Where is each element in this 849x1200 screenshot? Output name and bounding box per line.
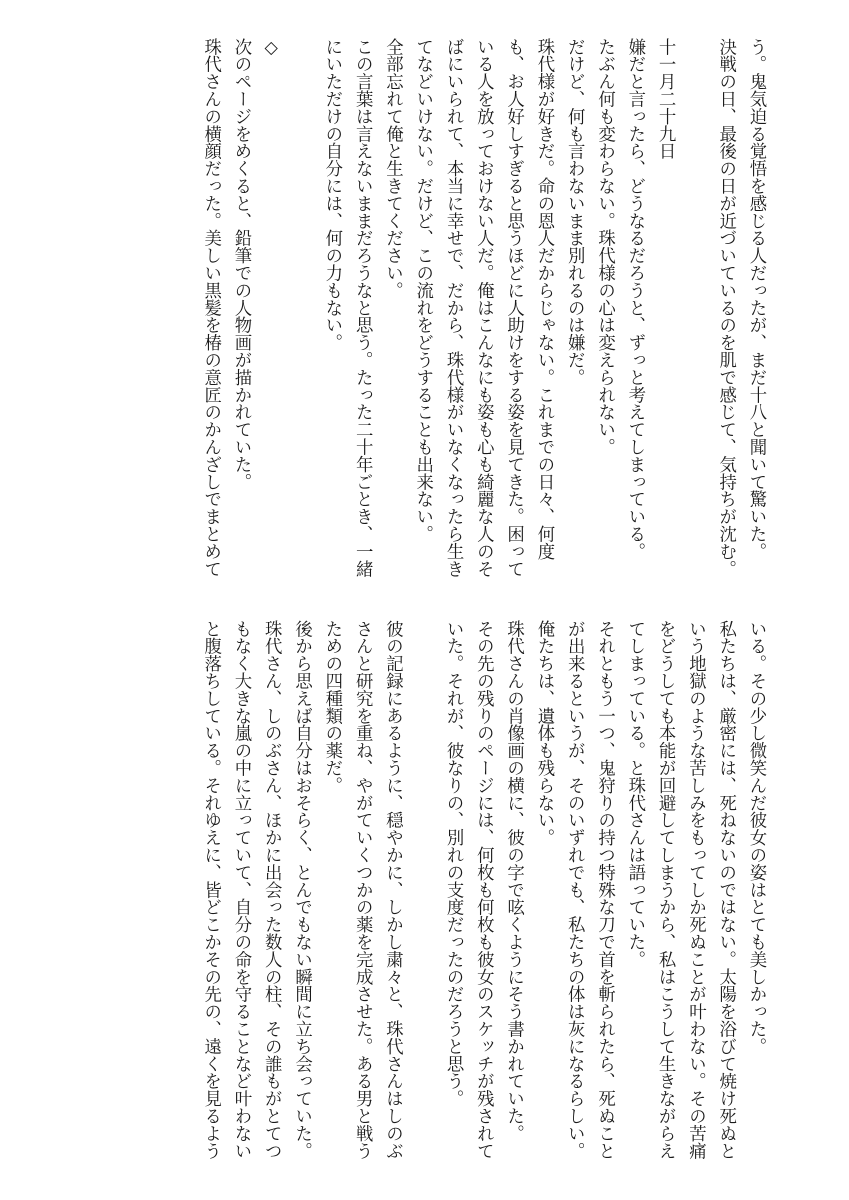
text-line: 珠代さんの肖像画の横に、彼の字で呟くようにそう書かれていた。	[503, 620, 524, 1142]
text-line: ◇	[261, 38, 282, 58]
text-line: 後から思えば自分はおそらく、とんでもない瞬間に立ち会っていた。	[291, 620, 312, 1160]
text-line: 俺たちは、遺体も残らない。	[533, 620, 554, 847]
text-line: いる。その少し微笑んだ彼女の姿はとても美しかった。	[746, 620, 766, 1055]
text-line: 全部忘れて俺と生きてください。	[382, 38, 403, 299]
upper-text-block	[195, 38, 771, 578]
text-line: う。鬼気迫る覚悟を感じる人だったが、まだ十八と聞いて驚いた。	[746, 38, 766, 560]
text-line: いう地獄のような苦しみをもってしか死ぬことが叶わない。その苦痛	[685, 620, 706, 1160]
text-line: もなく大きな嵐の中に立っていて、自分の命を守ることなど叶わない	[230, 620, 251, 1160]
blank-line	[680, 38, 710, 578]
text-line: いた。それが、彼なりの、別れの支度だったのだろうと思う。	[443, 620, 464, 1108]
text-line: ための四種類の薬だ。	[321, 620, 342, 794]
text-line: をどうしても本能が回避してしまうから、私はこうして生きながらえ	[655, 620, 676, 1160]
text-line: たぶん何も変わらない。珠代様の心は変えられない。	[594, 38, 615, 456]
text-line: 珠代さんの横顔だった。美しい黒髪を椿の意匠のかんざしでまとめて	[200, 38, 221, 578]
text-line: と腹落ちしている。それゆえに、皆どこかその先の、遠くを見るよう	[200, 620, 221, 1160]
text-line: が出来るというが、そのいずれでも、私たちの体は灰になるらしい。	[564, 620, 585, 1160]
text-line: にいただけの自分には、何の力もない。	[321, 38, 342, 352]
text-line: 嫌だと言ったら、どうなるだろうと、ずっと考えてしまっている。	[624, 38, 645, 560]
text-line: いる人を放っておけない人だ。俺はこんなにも姿も心も綺麗な人のそ	[473, 38, 494, 578]
text-line: 珠代様が好きだ。命の恩人だからじゃない。これまでの日々、何度	[533, 38, 554, 560]
text-line: てなどいけない。だけど、この流れをどうすることも出来ない。	[412, 38, 433, 543]
text-line: その先の残りのページには、何枚も何枚も彼女のスケッチが残されて	[473, 620, 494, 1160]
text-line: ばにいられて、本当に幸せで、だから、珠代様がいなくなったら生き	[443, 38, 464, 578]
text-line: 決戦の日、最後の日が近づいているのを肌で感じて、気持ちが沈む。	[715, 38, 736, 578]
text-line: 私たちは、厳密には、死ねないのではない。太陽を浴びて焼け死ぬと	[715, 620, 736, 1160]
text-line: それともう一つ、鬼狩りの持つ特殊な刀で首を斬られたら、死ぬこと	[594, 620, 615, 1160]
text-line: この言葉は言えないままだろうなと思う。たった二十年ごとき、一緒	[352, 38, 373, 578]
text-line: 十一月二十九日	[655, 38, 676, 160]
text-line: も、お人好しすぎると思うほどに人助けをする姿を見てきた。困って	[503, 38, 524, 578]
text-line: 珠代さん、しのぶさん、ほかに出会った数人の柱、その誰もがとてつ	[261, 620, 282, 1160]
text-line: 次のページをめくると、鉛筆での人物画が描かれていた。	[230, 38, 251, 491]
blank-line	[286, 38, 316, 578]
text-line: 彼の記録にあるように、穏やかに、しかし粛々と、珠代さんはしのぶ	[382, 620, 403, 1160]
blank-line	[407, 620, 437, 1160]
text-line: だけど、何も言わないまま別れるのは嫌だ。	[564, 38, 585, 386]
text-line: さんと研究を重ね、やがていくつかの薬を完成させた。ある男と戦う	[352, 620, 373, 1160]
lower-text-block	[195, 620, 771, 1160]
text-line: てしまっている。と珠代さんは語っていた。	[624, 620, 645, 968]
